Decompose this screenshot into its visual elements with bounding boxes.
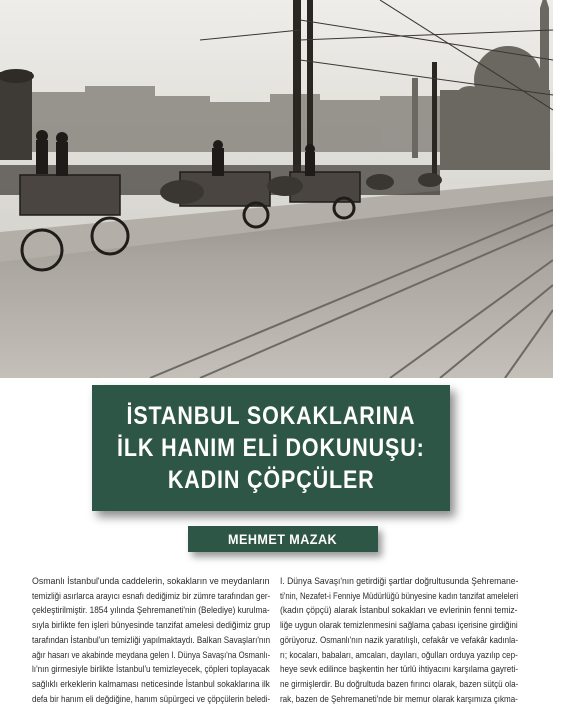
body-line: sağlıklı erkeklerin kalmaması neticesinde İstanbul sokaklarına ilk — [32, 677, 270, 689]
body-line: (kadın çöpçü) alarak İstanbul sokakları ve evlerinin fenni temiz- — [280, 604, 518, 616]
body-line: I. Dünya Savaşı'nın getirdiği şartlar doğrultusunda Şehremane- — [280, 575, 519, 586]
author-name: MEHMET MAZAK — [228, 531, 338, 547]
author-box — [188, 526, 378, 552]
body-line: sıyla birlikte fen işleri bünyesinde tanzifat amelesi dediğimiz grup — [32, 619, 271, 631]
body-line: tarafından İstanbul'un temizliği yapılmaktaydı. Balkan Savaşları'nın — [32, 633, 271, 645]
body-line: ti'nin, Nezafet-i Fenniye Müdürlüğü bünyesine kadın tanzifat ameleleri — [280, 589, 519, 601]
article-title-box — [92, 385, 450, 511]
body-line: rak, bazen de Şehremaneti'nde bir memur olarak karşımıza çıkma- — [280, 692, 518, 704]
article-title-line-1: İSTANBUL SOKAKLARINA — [126, 402, 416, 430]
body-line: liğe uygun olarak temizlenmesini sağlama çabası içerisine girdiğini — [280, 619, 518, 631]
body-line: heye sevk edilince başkentin her türlü ihtiyacını karşılama gayreti- — [280, 663, 519, 675]
body-line: lı'nın girmesiyle birlikte İstanbul'u temizleyecek, çöpleri toplayacak — [32, 663, 270, 675]
body-column-right — [280, 574, 518, 706]
body-line: rı; kocaları, babaları, amcaları, dayıları, oğulları orduya yazılıp cep- — [280, 648, 518, 660]
body-line: görüyoruz. Osmanlı'nın nazik yaratılışlı, cefakâr ve vefakâr kadınla- — [280, 633, 518, 645]
article-title-line-2: İLK HANIM ELİ DOKUNUŞU: — [117, 434, 425, 462]
body-line: ağır hasarı ve akabinde meydana gelen I. Dünya Savaşı'na Osmanlı- — [32, 648, 271, 660]
body-line: Osmanlı İstanbul'unda caddelerin, sokakların ve meydanların — [32, 575, 270, 586]
body-line: temizliği asırlarca arayıcı esnafı dediğimiz bir zümre tarafından ger- — [32, 589, 271, 601]
article-title-line-3: KADIN ÇÖPÇÜLER — [167, 466, 375, 494]
body-line: ne girmişlerdir. Bu doğrultuda bazen fırıncı olarak, bazen sütçü ola- — [280, 677, 519, 689]
body-column-left — [32, 574, 270, 706]
body-line: defa bir hanım eli değdiğine, hanım süpürgeci ve çöpçülerin beledi- — [32, 692, 271, 704]
body-line: çekleştirilmiştir. 1854 yılında Şehremaneti'nin (Belediye) kurulma- — [32, 604, 270, 616]
